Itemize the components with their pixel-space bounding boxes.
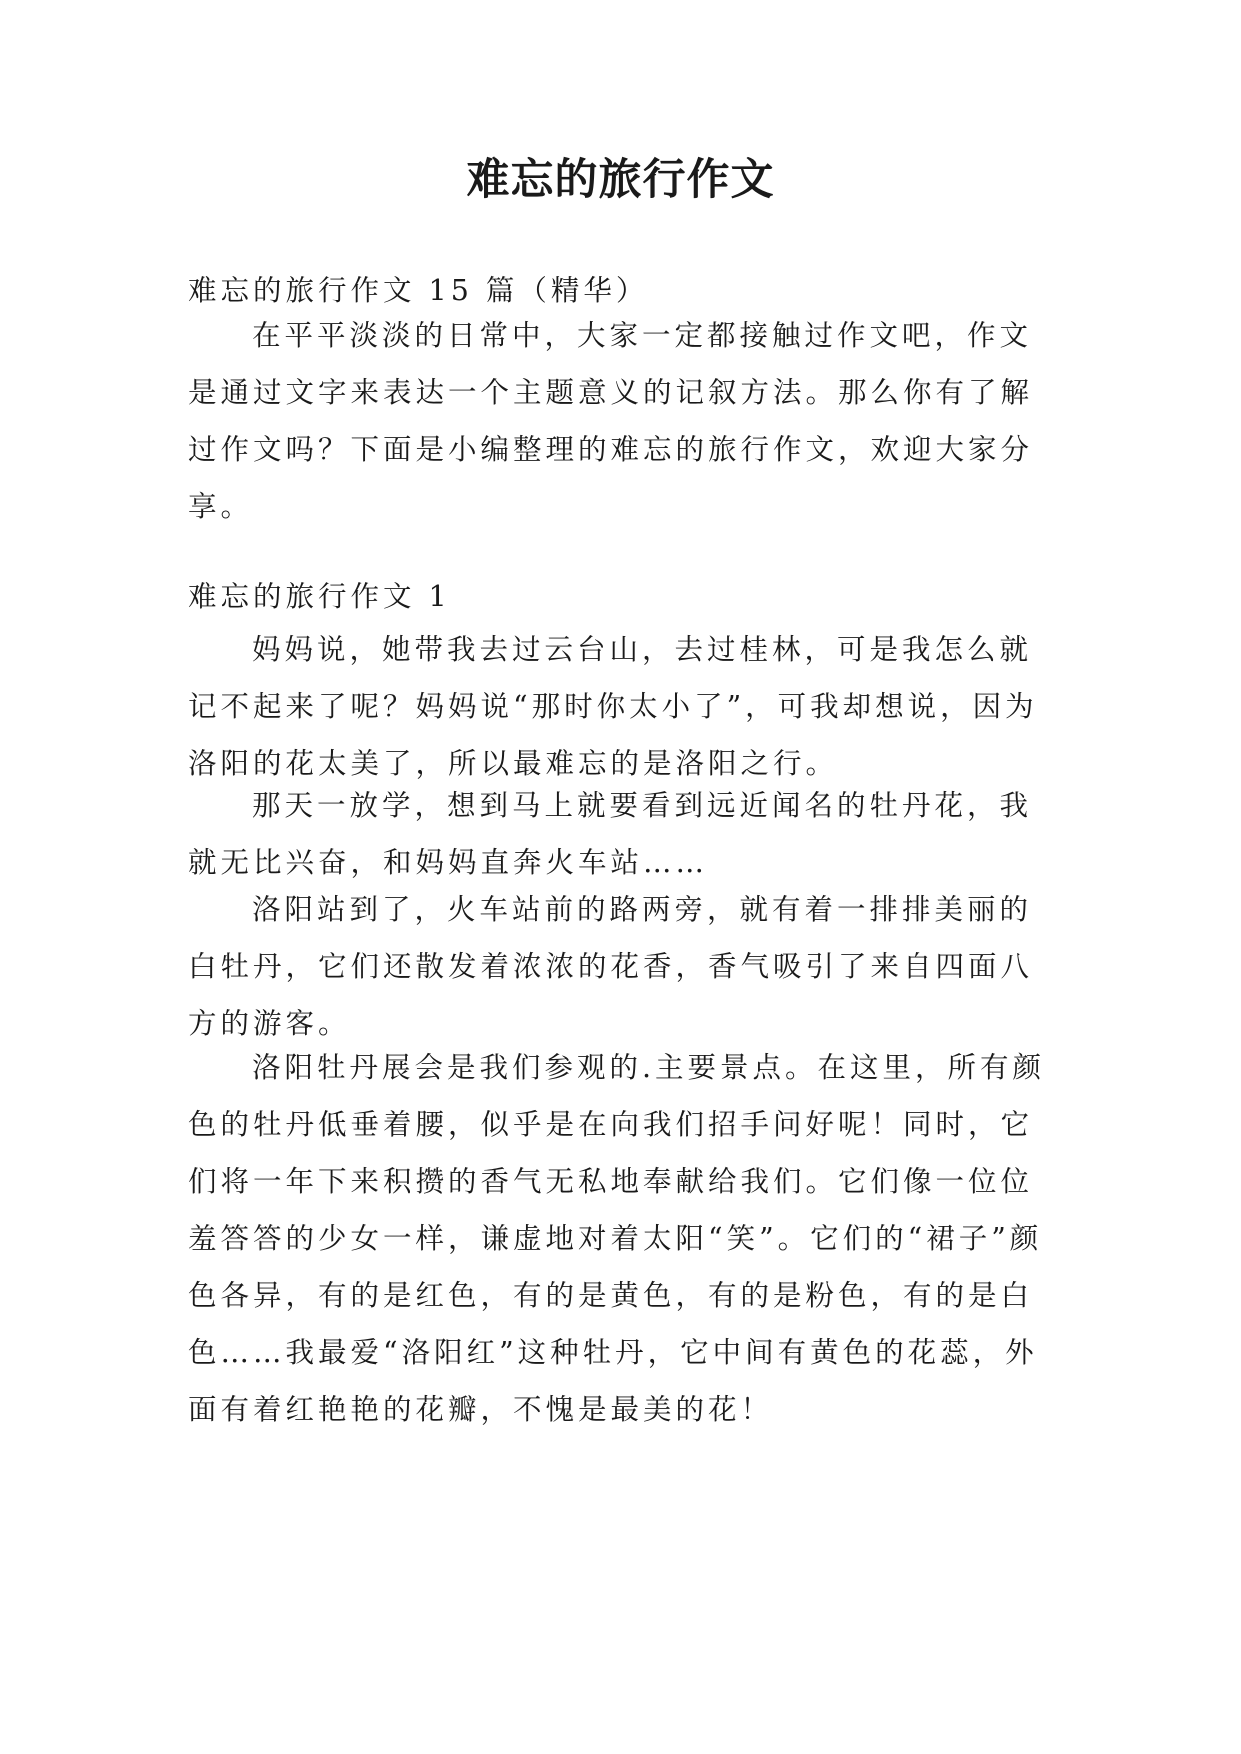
section-heading: 难忘的旅行作文 1 [188,580,451,613]
body-paragraph: 洛阳牡丹展会是我们参观的.主要景点。在这里，所有颜色的牡丹低垂着腰，似乎是在向我们招手问好呢！同时，它们将一年下来积攒的香气无私地奉献给我们。它们像一位位羞答答的少女一样，谦虚地对着太阳“笑”。它们的“裙子”颜色各异，有的是红色，有的是黄色，有的是粉色，有的是白色……我最爱“洛阳红”这种牡丹，它中间有黄色的花蕊，外面有着红艳艳的花瓣，不愧是最美的花！ [188,1051,1046,1426]
body-paragraph: 妈妈说，她带我去过云台山，去过桂林，可是我怎么就记不起来了呢？妈妈说“那时你太小了”，可我却想说，因为洛阳的花太美了，所以最难忘的是洛阳之行。 [188,633,1038,780]
body-paragraph: 洛阳站到了，火车站前的路两旁，就有着一排排美丽的白牡丹，它们还散发着浓浓的花香，香气吸引了来自四面八方的游客。 [188,893,1034,1040]
body-paragraph: 那天一放学，想到马上就要看到远近闻名的牡丹花，我就无比兴奋，和妈妈直奔火车站…… [188,789,1033,879]
document-title: 难忘的旅行作文 [466,155,775,205]
document-subtitle: 难忘的旅行作文 15 篇（精华） [188,274,649,307]
intro-paragraph: 在平平淡淡的日常中，大家一定都接触过作文吧，作文是通过文字来表达一个主题意义的记叙方法。那么你有了解过作文吗？下面是小编整理的难忘的旅行作文，欢迎大家分享。 [188,319,1034,523]
